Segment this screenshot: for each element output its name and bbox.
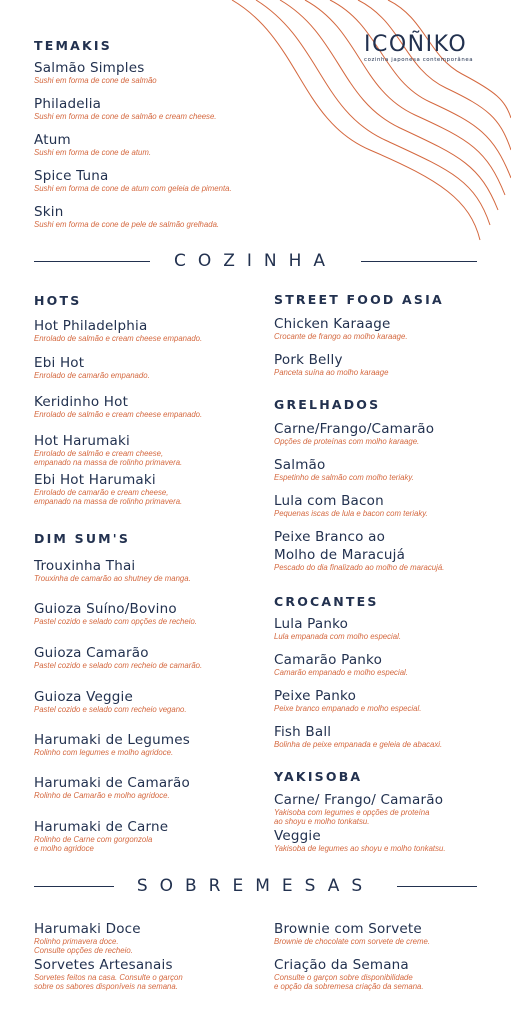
item-description: Sushi em forma de cone de atum com geleia de pimenta. [34, 184, 232, 193]
menu-item-harumaki-doce [34, 921, 141, 955]
item-name: Fish Ball [274, 724, 332, 740]
menu-item-chicken-karaage [274, 316, 408, 341]
item-name: Pork Belly [274, 352, 343, 368]
brand-logo [364, 34, 478, 64]
item-description: Sushi em forma de cone de pele de salmão grelhada. [34, 220, 220, 229]
item-name: Peixe Branco ao [274, 529, 386, 545]
item-name: Harumaki de Camarão [34, 775, 190, 791]
menu-item-criacao-da-semana [274, 957, 424, 991]
item-description: sobre os sabores disponíveis na semana. [34, 982, 178, 991]
item-description: Consulte o garçon sobre disponibilidade [274, 973, 413, 982]
item-name: Guioza Suíno/Bovino [34, 601, 177, 617]
item-description: Pastel cozido e selado com opções de recheio. [34, 617, 197, 626]
item-name: Salmão [274, 457, 326, 473]
item-description: Rolinho com legumes e molho agridoce. [34, 748, 174, 757]
divider-sobremesas [34, 876, 477, 896]
menu-item-hot-philadelphia [34, 318, 202, 343]
item-name: Veggie [274, 828, 321, 844]
item-name: Harumaki Doce [34, 921, 141, 937]
logo-wordmark: ICOÑIKO [364, 32, 468, 57]
menu-item-ebi-hot-harumaki [34, 472, 182, 506]
item-description: Trouxinha de camarão ao shutney de manga. [34, 574, 191, 583]
item-name: Criação da Semana [274, 957, 409, 973]
item-description: Rolinho de Camarão e molho agridoce. [34, 791, 170, 800]
item-name: Spice Tuna [34, 168, 109, 184]
item-description: Rolinho de Carne com gorgonzola [34, 835, 153, 844]
divider-sobremesas-label: SOBREMESAS [136, 876, 375, 896]
menu-item-salmao [274, 457, 414, 482]
section-title-grelhados: GRELHADOS [274, 397, 381, 412]
item-name: Guioza Camarão [34, 645, 149, 661]
item-description: Yakisoba com legumes e opções de proteína [274, 808, 430, 817]
menu-item-sorvetes-artesanais [34, 957, 183, 991]
item-name: Carne/Frango/Camarão [274, 421, 435, 437]
item-description: Pastel cozido e selado com recheio vegano. [34, 705, 187, 714]
item-description: Camarão empanado e molho especial. [274, 668, 408, 677]
item-name: Lula Panko [274, 616, 349, 632]
menu-item-skin [34, 204, 219, 229]
item-name: Hot Harumaki [34, 433, 130, 449]
section-title-streetfood: STREET FOOD ASIA [274, 292, 444, 307]
item-description: Espetinho de salmão com molho teriaky. [274, 473, 414, 482]
item-name: Ebi Hot [34, 355, 85, 371]
menu-item-harumaki-de-carne [34, 819, 168, 853]
item-description: Enrolado de salmão e cream cheese empanado. [34, 410, 203, 419]
divider-cozinha-label: COZINHA [173, 251, 338, 271]
item-name: Sorvetes Artesanais [34, 957, 173, 973]
item-name: Harumaki de Carne [34, 819, 169, 835]
item-name: Skin [34, 204, 64, 220]
item-name: Salmão Simples [34, 60, 145, 76]
menu-item-ebi-hot [34, 355, 150, 380]
item-name: Lula com Bacon [274, 493, 384, 509]
item-name: Harumaki de Legumes [34, 732, 190, 748]
item-description: Panceta suína ao molho karaage [274, 368, 389, 377]
menu-item-camarao-panko [274, 652, 408, 677]
item-description: Pastel cozido e selado com recheio de camarão. [34, 661, 203, 670]
item-description: Sorvetes feitos na casa. Consulte o garçon [34, 973, 183, 982]
item-description: Peixe branco empanado e molho especial. [274, 704, 422, 713]
item-name: Chicken Karaage [274, 316, 391, 332]
item-description: Yakisoba de legumes ao shoyu e molho tonkatsu. [274, 844, 446, 853]
section-title-temakis: TEMAKIS [34, 38, 112, 53]
menu-item-brownie-com-sorvete [274, 921, 430, 946]
item-description: Pequenas iscas de lula e bacon com teriaky. [274, 509, 428, 518]
item-name: Philadelia [34, 96, 102, 112]
item-name: Trouxinha Thai [34, 558, 136, 574]
menu-item-peixe-panko [274, 688, 421, 713]
item-description: Opções de proteínas com molho karaage. [274, 437, 420, 446]
item-description: Lula empanada com molho especial. [274, 632, 401, 641]
item-name: Hot Philadelphia [34, 318, 148, 334]
item-description: Sushi em forma de cone de salmão e cream cheese. [34, 112, 217, 121]
item-name: Camarão Panko [274, 652, 383, 668]
divider-cozinha [34, 251, 477, 271]
menu-item-carne-frango-camarao [274, 792, 443, 826]
item-description: Rolinho primavera doce. [34, 937, 119, 946]
menu-item-guioza-suino-bovino [34, 601, 197, 626]
item-description: empanado na massa de rolinho primavera. [34, 458, 183, 467]
item-description: Enrolado de camarão empanado. [34, 371, 150, 380]
section-title-yakisoba: YAKISOBA [274, 769, 363, 784]
menu-item-philadelia [34, 96, 216, 121]
item-description: Enrolado de salmão e cream cheese empanado. [34, 334, 203, 343]
section-title-hots: HOTS [34, 293, 82, 308]
item-description: Crocante de frango ao molho karaage. [274, 332, 408, 341]
item-description: empanado na massa de rolinho primavera. [34, 497, 183, 506]
item-name: Brownie com Sorvete [274, 921, 422, 937]
item-name: Peixe Panko [274, 688, 357, 704]
item-name: Guioza Veggie [34, 689, 133, 705]
item-description: e molho agridoce [34, 844, 94, 853]
menu-item-guioza-veggie [34, 689, 187, 714]
logo-tagline: cozinha japonesa contemporânea [364, 57, 474, 63]
item-description: Sushi em forma de cone de salmão [34, 76, 157, 85]
menu-item-pork-belly [274, 352, 388, 377]
item-description: Enrolado de camarão e cream cheese, [34, 488, 169, 497]
menu-item-atum [34, 132, 151, 157]
item-description: Enrolado de salmão e cream cheese, [34, 449, 164, 458]
item-name: Carne/ Frango/ Camarão [274, 792, 444, 808]
menu-item-fish-ball [274, 724, 442, 749]
menu-item-keridinho-hot [34, 394, 202, 419]
menu-item-peixe-branco-ao [274, 529, 444, 572]
menu-item-guioza-camarao [34, 645, 202, 670]
menu-item-harumaki-de-camarao [34, 775, 190, 800]
section-title-dimsums: DIM SUM'S [34, 531, 131, 546]
menu-item-hot-harumaki [34, 433, 182, 467]
item-description: Consulte opções de recheio. [34, 946, 133, 955]
item-description: Sushi em forma de cone de atum. [34, 148, 152, 157]
item-description: e opção da sobremesa criação da semana. [274, 982, 424, 991]
menu-item-veggie [274, 828, 446, 853]
item-description: Brownie de chocolate com sorvete de creme. [274, 937, 431, 946]
section-title-crocantes: CROCANTES [274, 594, 379, 609]
item-name-line2: Molho de Maracujá [274, 547, 406, 563]
item-name: Atum [34, 132, 71, 148]
menu-item-salmao-simples [34, 60, 157, 85]
item-name: Keridinho Hot [34, 394, 129, 410]
menu-item-trouxinha-thai [34, 558, 191, 583]
menu-item-lula-com-bacon [274, 493, 428, 518]
item-description: Bolinha de peixe empanada e geleia de abacaxi. [274, 740, 443, 749]
item-description: Pescado do dia finalizado ao molho de maracujá. [274, 563, 445, 572]
item-description: ao shoyu e molho tonkatsu. [274, 817, 370, 826]
menu-item-lula-panko [274, 616, 401, 641]
menu-item-carne-frango-camarao [274, 421, 434, 446]
menu-item-spice-tuna [34, 168, 232, 193]
item-name: Ebi Hot Harumaki [34, 472, 156, 488]
menu-item-harumaki-de-legumes [34, 732, 190, 757]
